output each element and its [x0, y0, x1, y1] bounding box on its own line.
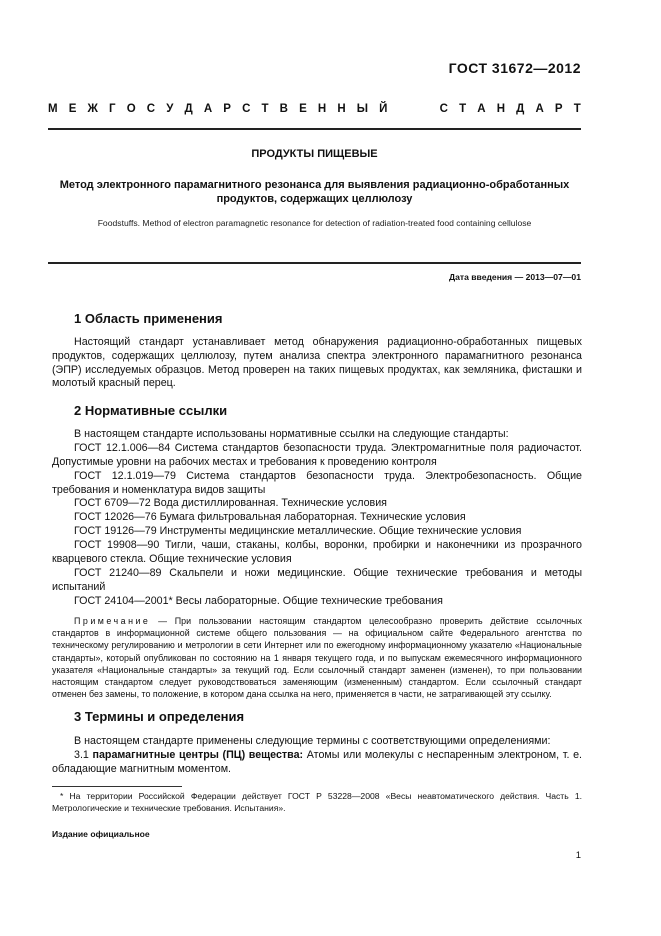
- note-label: Примечание: [74, 616, 151, 626]
- section-2-heading: 2 Нормативные ссылки: [74, 403, 228, 418]
- section-3-heading: 3 Термины и определения: [74, 709, 245, 724]
- standard-type-letter: Н: [317, 103, 327, 115]
- doc-title: ПРОДУКТЫ ПИЩЕВЫЕ: [251, 148, 378, 160]
- ref-item: ГОСТ 19126—79 Инструменты медицинские металлические. Общие технические условия: [74, 525, 522, 537]
- standard-type-letter: Ы: [356, 103, 369, 115]
- standard-type-letter: Е: [299, 103, 307, 115]
- title-rule: [48, 262, 581, 264]
- standard-type-letter: Е: [68, 103, 77, 115]
- standard-type-letter: С: [439, 103, 448, 115]
- section-3-intro: В настоящем стандарте применены следующие термины с соответствующими определениями:: [74, 735, 551, 747]
- footnote: * На территории Российской Федерации действует ГОСТ Р 53228—2008 «Весы неавтоматического действия. Часть 1. Метрологические и технические требования. Испытания».: [52, 791, 582, 813]
- intro-date: Дата введения — 2013—07—01: [448, 272, 581, 282]
- ref-item: ГОСТ 12026—76 Бумага фильтровальная лабораторная. Технические условия: [74, 511, 466, 523]
- section-2-intro: В настоящем стандарте использованы нормативные ссылки на следующие стандарты:: [74, 428, 509, 440]
- standard-type-letter: М: [48, 103, 58, 115]
- ref-item: ГОСТ 24104—2001* Весы лабораторные. Общие технические требования: [74, 595, 443, 607]
- standard-type-letter: Н: [337, 103, 346, 115]
- doc-english-title: Foodstuffs. Method of electron paramagnetic resonance for detection of radiation-treated food containing cellulose: [97, 218, 532, 228]
- standard-type-letter: Т: [573, 103, 581, 115]
- edition-label: Издание официальное: [52, 829, 150, 839]
- standard-type-letter: А: [477, 103, 486, 115]
- standard-type-letter: Д: [184, 103, 193, 115]
- standard-type-letter: Р: [223, 103, 231, 115]
- standard-type-letter: А: [535, 103, 544, 115]
- ref-item: ГОСТ 19908—90 Тигли, чаши, стаканы, колбы, воронки, пробирки и наконечники из прозрачного кварцевого стекла. Общие технические условия: [52, 539, 582, 565]
- standard-type-letter: Н: [496, 103, 506, 115]
- standard-type-letter: Ж: [87, 103, 98, 115]
- standard-type-letter: Д: [516, 103, 525, 115]
- standard-type-letter: Т: [261, 103, 269, 115]
- ref-item: ГОСТ 12.1.006—84 Система стандартов безопасности труда. Электромагнитные поля радиочастот. Допустимые уровни на рабочих местах и требования к проведению контроля: [52, 442, 582, 468]
- standard-type-heading: [48, 103, 581, 115]
- standard-type-letter: С: [242, 103, 251, 115]
- header-rule: [48, 128, 581, 130]
- note: [52, 615, 582, 700]
- standard-type-letter: В: [279, 103, 288, 115]
- standard-type-letter: Й: [379, 103, 388, 115]
- note-text: — При пользовании настоящим стандартом целесообразно проверить действие ссылочных стандартов в информационной системе общего пользования — на официальном сайте Федерального агентства по техническому регулированию и метрологии в сети Интернет или по ежегодному информационному указателю «Национальные стандарты», который опубликован по состоянию на 1 января текущего года, и по выпускам ежемесячного информационного указателя «Национальные стандарты» за текущий год. Если ссылочный стандарт заменен (изменен), то при пользовании настоящим стандартом следует руководствоваться заменяющим (измененным) стандартом. Если ссылочный стандарт отменен без замены, то положение, в котором дана ссылка на него, применяется в части, не затрагивающей эту ссылку.: [52, 616, 582, 700]
- standard-type-letter: О: [126, 103, 136, 115]
- section-1-text: Настоящий стандарт устанавливает метод обнаружения радиационно-обработанных пищевых продуктов, содержащих целлюлозу, путем анализа спектра электронного парамагнитного резонанса (ЭПР) исследуемых образцов. Метод проверен на таких пищевых продуктах, как земляника, фисташки и молотый красный перец.: [52, 336, 582, 390]
- standard-type-letter: Т: [459, 103, 467, 115]
- standard-type-letter: У: [166, 103, 174, 115]
- term-name: парамагнитные центры (ПЦ) вещества:: [92, 749, 304, 761]
- standard-type-letter: [399, 103, 429, 115]
- ref-item: ГОСТ 6709—72 Вода дистиллированная. Технические условия: [74, 497, 387, 509]
- ref-item: ГОСТ 12.1.019—79 Система стандартов безопасности труда. Электробезопасность. Общие требования и номенклатура видов защиты: [52, 470, 582, 496]
- standard-type-letter: С: [146, 103, 156, 115]
- term-3-1: [52, 749, 582, 777]
- standard-type-letter: Г: [109, 103, 116, 115]
- ref-item: ГОСТ 21240—89 Скальпели и ножи медицинские. Общие технические требования и методы испытаний: [52, 567, 582, 593]
- standard-type-letter: А: [203, 103, 213, 115]
- term-definition: Атомы или молекулы с неспаренным электроном, т. е. обладающие магнитным моментом.: [52, 749, 582, 775]
- term-number: 3.1: [74, 749, 89, 761]
- doc-subtitle: Метод электронного парамагнитного резонанса для выявления радиационно-обработанных продуктов, содержащих целлюлозу: [59, 179, 570, 205]
- gost-number: ГОСТ 31672—2012: [448, 60, 581, 76]
- section-1-heading: 1 Область применения: [74, 311, 223, 326]
- page-number: 1: [575, 850, 581, 861]
- standard-type-letter: Р: [554, 103, 563, 115]
- footnote-rule: [52, 786, 182, 787]
